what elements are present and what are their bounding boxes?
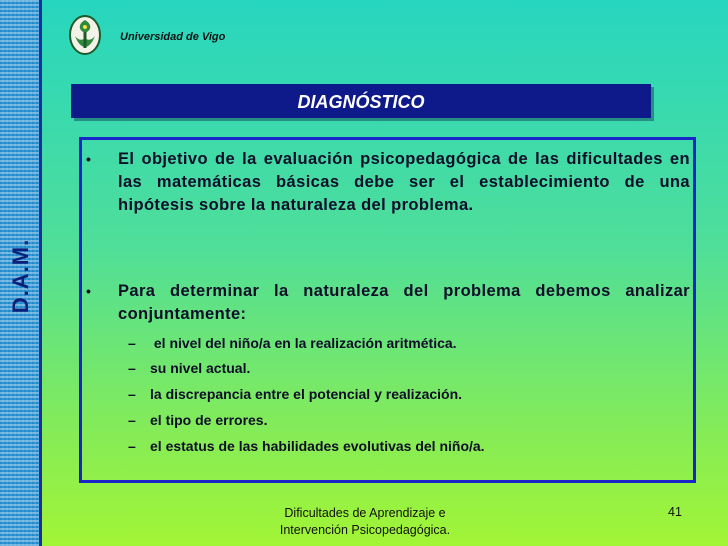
dash-symbol: – [128,360,136,376]
sub-item-text: la discrepancia entre el potencial y realización. [150,386,463,402]
footer-line: Intervención Psicopedagógica. [279,523,451,537]
sidebar-bar [0,0,42,546]
sub-item-text: el tipo de errores. [150,412,268,428]
sub-item-text: el estatus de las habilidades evolutivas del niño/a. [150,438,485,454]
bullet-text: El objetivo de la evaluación psicopedagógica de las dificultades en las matemáticas básicas debe ser el establecimiento de una hipótesis sobre la naturaleza del problema. [118,150,690,214]
page-number: 41 [668,505,682,519]
bullet-item [84,148,690,248]
institution-name: Universidad de Vigo [120,31,226,43]
bullet-text: Para determinar la naturaleza del problema debemos analizar conjuntamente: [118,282,690,323]
sidebar-label: D.A.M. [8,238,33,314]
footer-line: Dificultades de Aprendizaje e [284,506,446,520]
bullet-item [84,280,690,330]
dash-symbol: – [128,412,136,428]
footer-caption [260,505,470,539]
dash-symbol: – [128,438,136,454]
sub-item-text: su nivel actual. [150,360,251,376]
title-band [71,84,651,118]
sub-item [128,359,250,377]
dash-symbol: – [128,335,136,351]
bullet-symbol: • [86,151,91,167]
bullet-symbol: • [86,283,91,299]
sub-item [128,334,457,352]
sub-item [128,411,267,429]
sub-item [128,437,485,455]
sub-item [128,385,462,403]
university-crest-icon [68,14,102,56]
dash-symbol: – [128,386,136,402]
sub-item-text: el nivel del niño/a en la realización aritmética. [150,335,457,351]
slide-title: DIAGNÓSTICO [297,92,425,112]
